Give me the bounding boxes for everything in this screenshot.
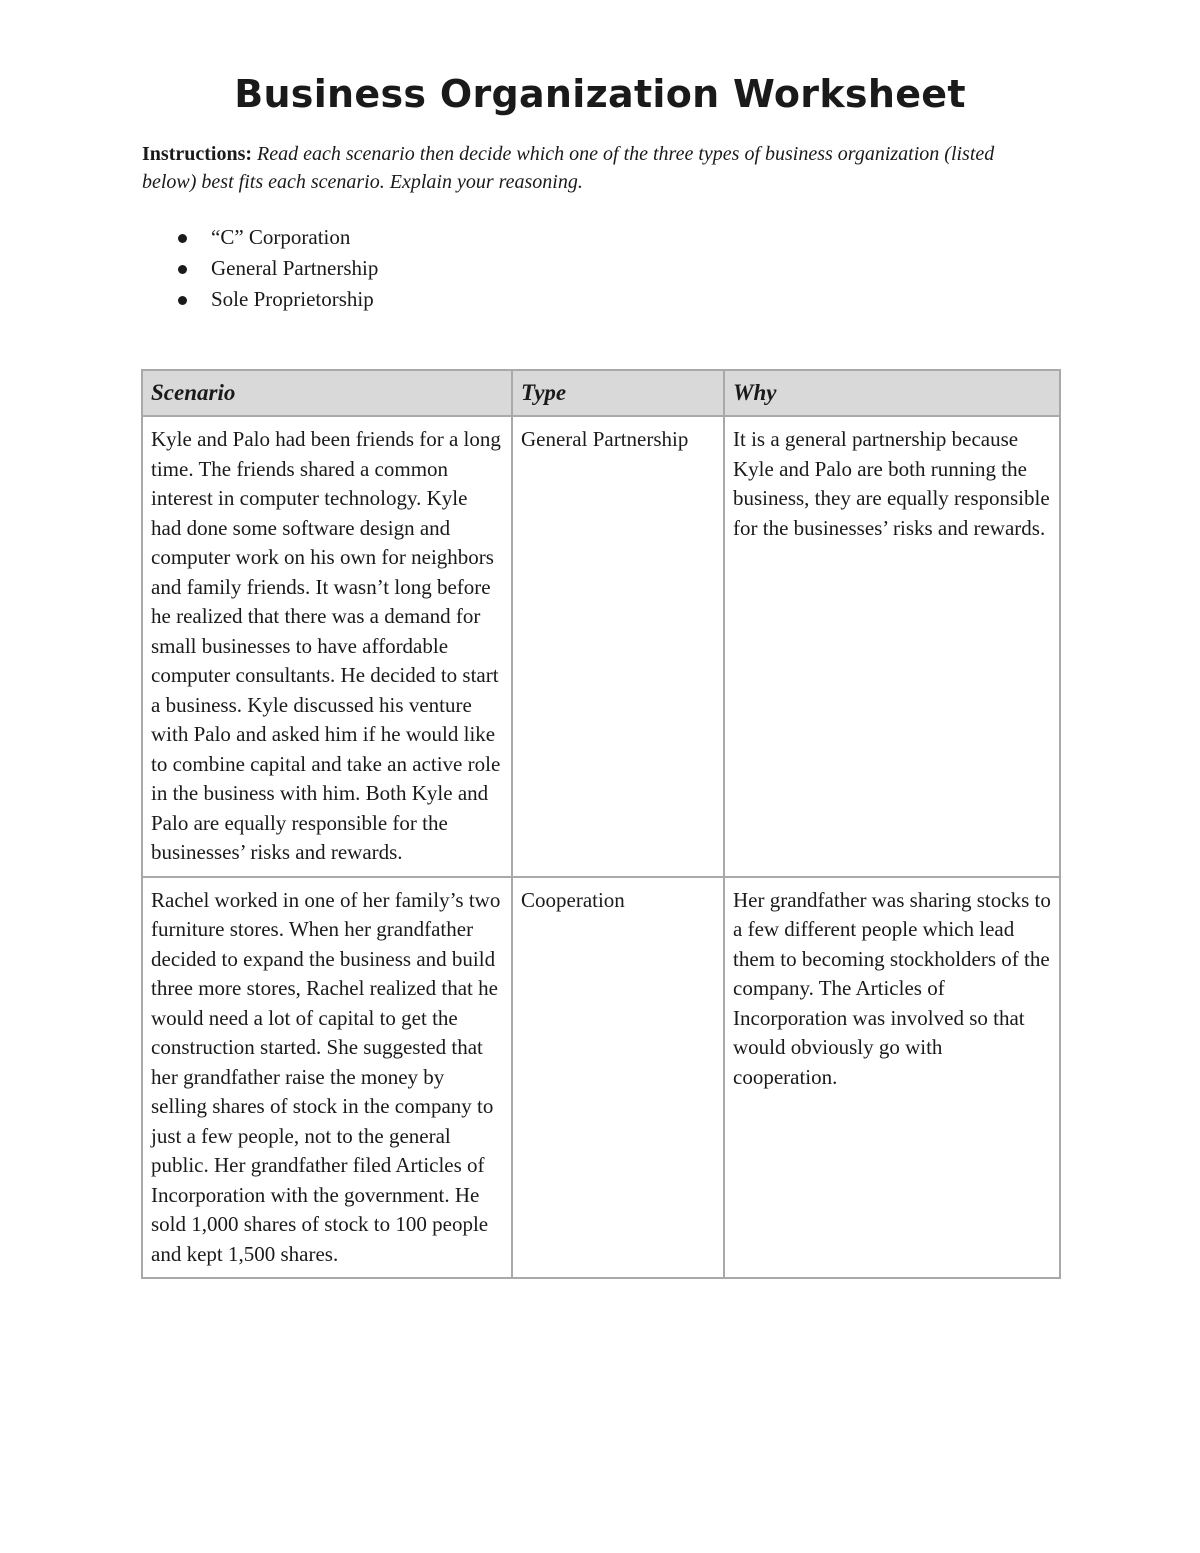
bullet-icon	[178, 265, 187, 274]
bullet-icon	[178, 296, 187, 305]
header-type: Type	[512, 370, 724, 416]
header-scenario: Scenario	[142, 370, 512, 416]
type-cell: Cooperation	[512, 877, 724, 1279]
why-cell: Her grandfather was sharing stocks to a few different people which lead them to becoming stockholders of the company. The Articles of Incorporation was involved so that would obviously go with cooperation.	[724, 877, 1060, 1279]
type-cell: General Partnership	[512, 416, 724, 877]
why-cell: It is a general partnership because Kyle and Palo are both running the business, they are equally responsible for the businesses’ risks and rewards.	[724, 416, 1060, 877]
option-sole-proprietorship: Sole Proprietorship	[211, 287, 374, 311]
organization-type-list	[178, 222, 378, 315]
instructions	[142, 140, 1022, 196]
bullet-icon	[178, 234, 187, 243]
list-item	[178, 284, 378, 315]
table-header-row	[142, 370, 1060, 416]
page-title: Business Organization Worksheet	[234, 72, 966, 116]
scenario-cell: Kyle and Palo had been friends for a long time. The friends shared a common interest in computer technology. Kyle had done some software design and computer work on his own for neighbors and family friends. It wasn’t long before he realized that there was a demand for small businesses to have affordable computer consultants. He decided to start a business. Kyle discussed his venture with Palo and asked him if he would like to combine capital and take an active role in the business with him. Both Kyle and Palo are equally responsible for the businesses’ risks and rewards.	[142, 416, 512, 877]
list-item	[178, 253, 378, 284]
table-row	[142, 416, 1060, 877]
header-why: Why	[724, 370, 1060, 416]
list-item	[178, 222, 378, 253]
scenario-table	[141, 369, 1061, 1279]
instructions-text: Read each scenario then decide which one of the three types of business organization (listed below) best fits each scenario. Explain your reasoning.	[142, 143, 995, 193]
table-row	[142, 877, 1060, 1279]
option-general-partnership: General Partnership	[211, 256, 379, 280]
scenario-cell: Rachel worked in one of her family’s two furniture stores. When her grandfather decided to expand the business and build three more stores, Rachel realized that he would need a lot of capital to get the construction started. She suggested that her grandfather raise the money by selling shares of stock in the company to just a few people, not to the general public. Her grandfather filed Articles of Incorporation with the government. He sold 1,000 shares of stock to 100 people and kept 1,500 shares.	[142, 877, 512, 1279]
instructions-label: Instructions:	[142, 143, 253, 165]
option-c-corporation: “C” Corporation	[211, 225, 351, 249]
